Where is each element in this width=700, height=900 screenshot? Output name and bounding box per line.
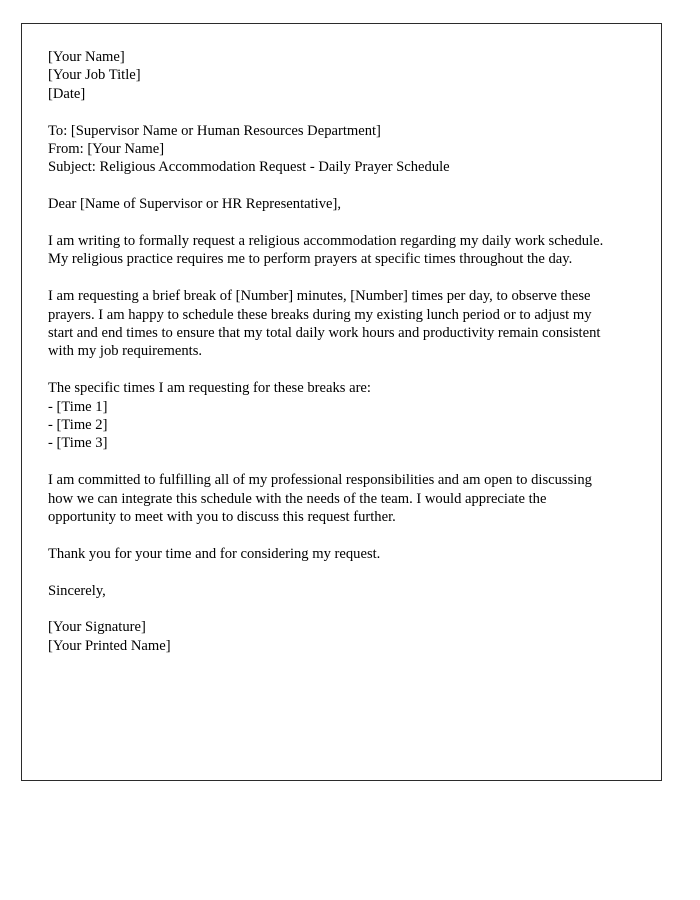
- letter-page: [21, 23, 662, 781]
- printed-name-placeholder: [Your Printed Name]: [48, 637, 171, 654]
- recipient-line: To: [Supervisor Name or Human Resources Department]: [48, 122, 381, 139]
- subject-line: Subject: Religious Accommodation Request - Daily Prayer Schedule: [48, 159, 450, 176]
- sender-name: [Your Name]: [48, 49, 125, 65]
- closing-block: [48, 582, 618, 600]
- addressing-block: [48, 122, 618, 177]
- list-item: - [Time 3]: [48, 435, 108, 452]
- letter-date: [Date]: [48, 85, 86, 102]
- paragraph-commitment: I am committed to fulfilling all of my professional responsibilities and am open to discussing how we can integrate this schedule with the needs of the team. I would appreciate the opportunity to meet with you to discuss this request further.: [48, 472, 592, 526]
- requested-times-block: [48, 379, 618, 453]
- salutation: Dear [Name of Supervisor or HR Representative],: [48, 196, 341, 213]
- salutation-block: [48, 195, 618, 213]
- closing-salutation: Sincerely,: [48, 582, 106, 599]
- signature-placeholder: [Your Signature]: [48, 619, 146, 636]
- sender-line: From: [Your Name]: [48, 141, 165, 158]
- paragraph-request-details: I am requesting a brief break of [Number] minutes, [Number] times per day, to observe these prayers. I am happy to schedule these breaks during my existing lunch period or to adjust my start and end times to ensure that my total daily work hours and productivity remain consistent with my job requirements.: [48, 288, 601, 360]
- sender-job-title: [Your Job Title]: [48, 67, 141, 84]
- paragraph-thanks: Thank you for your time and for considering my request.: [48, 545, 381, 562]
- sender-block: [48, 48, 618, 103]
- list-item: - [Time 2]: [48, 417, 108, 434]
- requested-times-intro: The specific times I am requesting for these breaks are:: [48, 380, 371, 397]
- list-item: - [Time 1]: [48, 398, 108, 415]
- letter-content: [48, 48, 618, 655]
- paragraph-intent: I am writing to formally request a religious accommodation regarding my daily work schedule. My religious practice requires me to perform prayers at specific times throughout the day.: [48, 233, 604, 268]
- signature-block: [48, 618, 618, 655]
